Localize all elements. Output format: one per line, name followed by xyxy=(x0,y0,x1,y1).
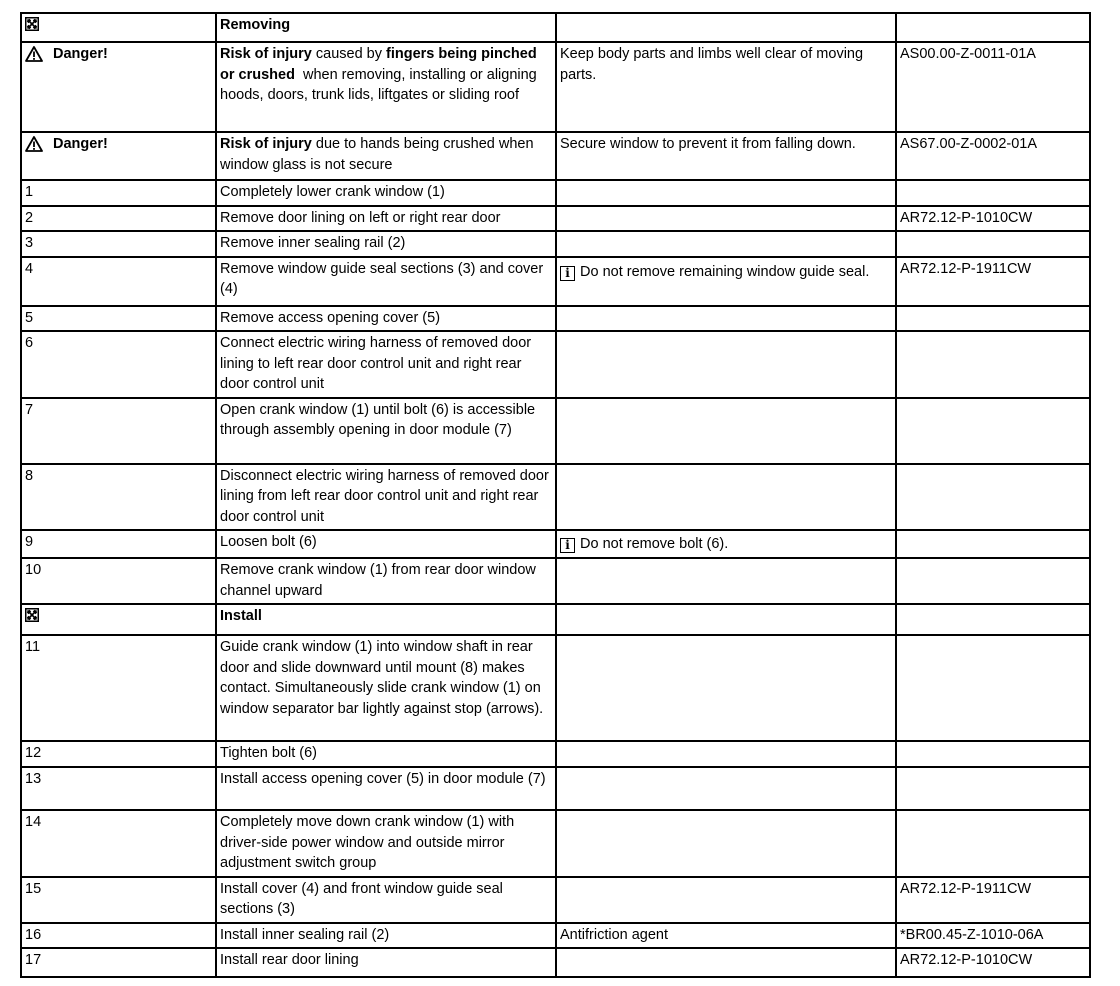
step-note: i Do not remove remaining window guide seal. xyxy=(556,257,896,306)
step-number: 17 xyxy=(21,948,216,977)
step-text: Loosen bolt (6) xyxy=(216,530,556,558)
step-text: Completely lower crank window (1) xyxy=(216,180,556,206)
step-number: 14 xyxy=(21,810,216,877)
step-text: Disconnect electric wiring harness of removed door lining from left rear door control unit and right rear door control unit xyxy=(216,464,556,531)
step-number: 13 xyxy=(21,767,216,810)
step-row xyxy=(21,923,1090,949)
step-number: 2 xyxy=(21,206,216,232)
step-row xyxy=(21,206,1090,232)
step-row xyxy=(21,398,1090,464)
step-row xyxy=(21,635,1090,741)
step-text: Completely move down crank window (1) with driver-side power window and outside mirror adjustment switch group xyxy=(216,810,556,877)
step-row xyxy=(21,530,1090,558)
step-row xyxy=(21,948,1090,977)
step-row xyxy=(21,306,1090,332)
step-text: Remove inner sealing rail (2) xyxy=(216,231,556,257)
step-number: 15 xyxy=(21,877,216,923)
step-number: 9 xyxy=(21,530,216,558)
step-row xyxy=(21,741,1090,767)
reference-link[interactable]: *BR00.45-Z-1010-06A xyxy=(896,923,1090,949)
warning-triangle-icon xyxy=(25,136,43,152)
section-header-removing xyxy=(21,13,1090,42)
reference-link[interactable]: AR72.12-P-1911CW xyxy=(896,257,1090,306)
step-text: Install access opening cover (5) in door module (7) xyxy=(216,767,556,810)
reference-link[interactable]: AR72.12-P-1911CW xyxy=(896,877,1090,923)
info-icon: i xyxy=(560,266,575,281)
step-row xyxy=(21,464,1090,531)
tools-icon xyxy=(25,608,39,622)
step-row xyxy=(21,810,1090,877)
procedure-table xyxy=(20,12,1091,978)
step-text: Install inner sealing rail (2) xyxy=(216,923,556,949)
danger-action: Keep body parts and limbs well clear of moving parts. xyxy=(556,42,896,132)
step-number: 6 xyxy=(21,331,216,398)
step-number: 4 xyxy=(21,257,216,306)
danger-description: Risk of injury due to hands being crushed when window glass is not secure xyxy=(216,132,556,180)
step-number: 11 xyxy=(21,635,216,741)
step-text: Install cover (4) and front window guide seal sections (3) xyxy=(216,877,556,923)
section-title: Install xyxy=(216,604,556,635)
step-number: 7 xyxy=(21,398,216,464)
step-text: Guide crank window (1) into window shaft in rear door and slide downward until mount (8) makes contact. Simultaneously slide crank window (1) on window separator bar lightly against stop (arrows). xyxy=(216,635,556,741)
section-title: Removing xyxy=(216,13,556,42)
step-text: Remove crank window (1) from rear door window channel upward xyxy=(216,558,556,604)
step-number: 10 xyxy=(21,558,216,604)
step-text: Remove door lining on left or right rear door xyxy=(216,206,556,232)
step-row xyxy=(21,231,1090,257)
reference-link[interactable]: AR72.12-P-1010CW xyxy=(896,206,1090,232)
step-row xyxy=(21,877,1090,923)
danger-action: Secure window to prevent it from falling down. xyxy=(556,132,896,180)
danger-description: Risk of injury caused by fingers being pinched or crushed when removing, installing or aligning hoods, doors, trunk lids, liftgates or sliding roof xyxy=(216,42,556,132)
danger-label: Danger! xyxy=(53,136,108,152)
step-note: i Do not remove bolt (6). xyxy=(556,530,896,558)
reference-link[interactable]: AR72.12-P-1010CW xyxy=(896,948,1090,977)
step-text: Tighten bolt (6) xyxy=(216,741,556,767)
step-row xyxy=(21,331,1090,398)
danger-label: Danger! xyxy=(53,46,108,62)
step-text: Install rear door lining xyxy=(216,948,556,977)
step-text: Remove access opening cover (5) xyxy=(216,306,556,332)
step-number: 1 xyxy=(21,180,216,206)
danger-row xyxy=(21,132,1090,180)
step-row xyxy=(21,257,1090,306)
step-number: 16 xyxy=(21,923,216,949)
step-number: 8 xyxy=(21,464,216,531)
reference-link[interactable]: AS00.00-Z-0011-01A xyxy=(896,42,1090,132)
step-text: Remove window guide seal sections (3) and cover (4) xyxy=(216,257,556,306)
info-icon: i xyxy=(560,538,575,553)
step-text: Open crank window (1) until bolt (6) is accessible through assembly opening in door module (7) xyxy=(216,398,556,464)
section-header-install xyxy=(21,604,1090,635)
step-number: 12 xyxy=(21,741,216,767)
danger-row xyxy=(21,42,1090,132)
tools-icon xyxy=(25,17,39,31)
step-number: 5 xyxy=(21,306,216,332)
step-row xyxy=(21,767,1090,810)
step-row xyxy=(21,558,1090,604)
step-row xyxy=(21,180,1090,206)
reference-link[interactable]: AS67.00-Z-0002-01A xyxy=(896,132,1090,180)
warning-triangle-icon xyxy=(25,46,43,62)
step-text: Connect electric wiring harness of removed door lining to left rear door control unit and right rear door control unit xyxy=(216,331,556,398)
step-number: 3 xyxy=(21,231,216,257)
step-note: Antifriction agent xyxy=(556,923,896,949)
